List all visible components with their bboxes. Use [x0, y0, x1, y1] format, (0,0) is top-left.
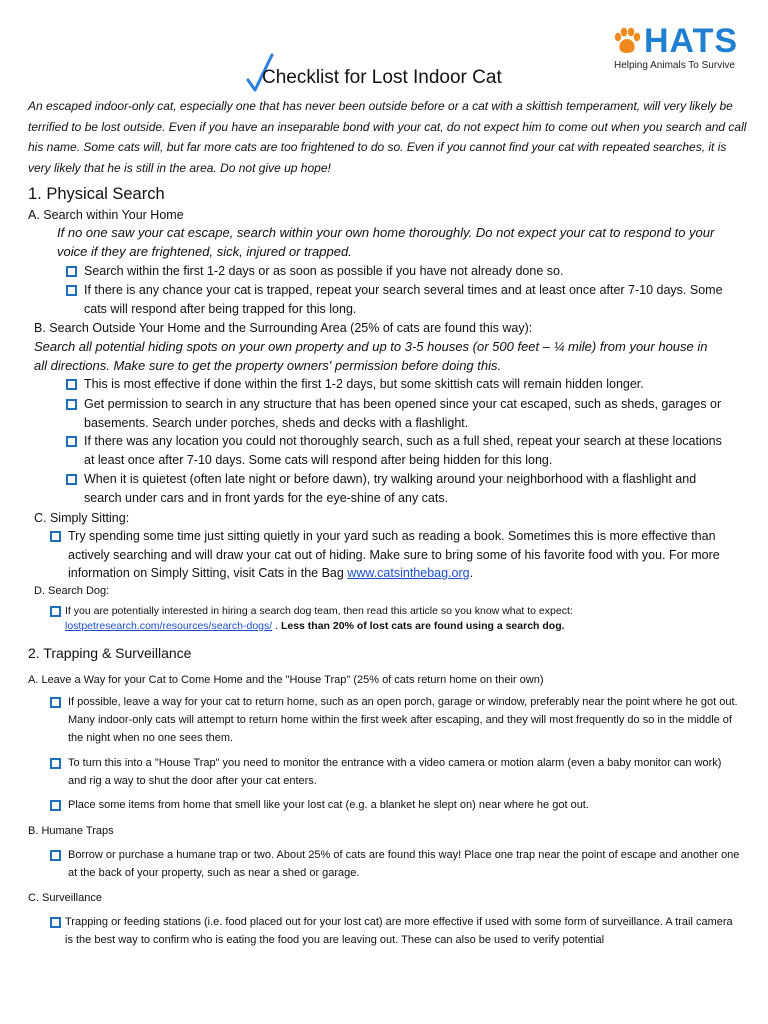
trapping-c-heading: C. Surveillance — [28, 892, 102, 904]
checkbox[interactable] — [66, 266, 77, 277]
checklist-item-text: Borrow or purchase a humane trap or two. About 25% of cats are found this way! Place one trap near the point of escape and another one at the back of your property, such as near a shed or garage. — [68, 849, 740, 879]
search-dog-separator: . — [272, 620, 281, 632]
subsection-a-heading: A. Search within Your Home — [28, 208, 184, 222]
checklist-item-text — [68, 527, 730, 583]
checklist-item-text: If possible, leave a way for your cat to return home, such as an open porch, garage or window, preferably near the point where he got out. Many indoor-only cats will attempt to return home within the first week after escaping, and they will most frequently do so in the middle of the night when no one sees them. — [68, 696, 738, 744]
checkbox[interactable] — [50, 800, 61, 811]
checklist-item-text: Get permission to search in any structure that has been opened since your cat escaped, such as sheds, garages or basements. Search under porches, sheds and decks with a flashlight. — [84, 397, 722, 430]
simply-sitting-text: Try spending some time just sitting quietly in your yard such as reading a book. Sometimes this is more effective than actively searching and will draw your cat out of hiding. Make sure to bring some of his favorite food with you. For more information on Simply Sitting, visit Cats in the Bag — [68, 529, 720, 580]
logo-name: HATS — [644, 22, 739, 60]
search-dog-stat: Less than 20% of lost cats are found using a search dog. — [280, 620, 565, 632]
search-dogs-link[interactable]: lostpetresearch.com/resources/search-dogs/ — [65, 620, 273, 632]
paw-icon — [612, 26, 642, 56]
checklist-item-text: This is most effective if done within the first 1-2 days, but some skittish cats will remain hidden longer. — [84, 377, 644, 391]
trapping-a-heading: A. Leave a Way for your Cat to Come Home and the "House Trap" (25% of cats return home on their own) — [28, 674, 544, 686]
checklist-item — [50, 693, 740, 747]
checklist-item — [66, 375, 726, 394]
checklist-item-text: To turn this into a "House Trap" you need to monitor the entrance with a video camera or motion alarm (even a baby monitor can work) and rig a way to shut the door after your cat enters. — [68, 757, 722, 787]
checkbox[interactable] — [66, 474, 77, 485]
checkbox[interactable] — [50, 917, 61, 928]
subsection-c-heading: C. Simply Sitting: — [34, 511, 130, 525]
checklist-item-text: Search within the first 1-2 days or as soon as possible if you have not already done so. — [84, 264, 564, 278]
hats-logo — [612, 24, 752, 76]
checkbox[interactable] — [50, 531, 61, 542]
checklist-item — [66, 281, 726, 318]
checkbox[interactable] — [50, 697, 61, 708]
checklist-item-text: When it is quietest (often late night or before dawn), try walking around your neighborhood with a flashlight and search under cars and in front yards for the eye-shine of any cats. — [84, 472, 697, 505]
subsection-b-heading: B. Search Outside Your Home and the Surrounding Area (25% of cats are found this way): — [34, 321, 533, 335]
checklist-item-text: Place some items from home that smell like your lost cat (e.g. a blanket he slept on) near where he got out. — [68, 799, 589, 811]
checkbox[interactable] — [66, 379, 77, 390]
trapping-b-heading: B. Humane Traps — [28, 825, 114, 837]
checklist-item-text — [65, 604, 573, 634]
logo-tagline: Helping Animals To Survive — [614, 60, 735, 71]
checklist-item — [66, 470, 726, 507]
checkbox[interactable] — [50, 606, 61, 617]
checklist-item — [50, 754, 740, 790]
checklist-item — [66, 432, 726, 469]
checklist-item-text: If there is any chance your cat is trapped, repeat your search several times and at least once after 7-10 days. Some cats will respond after being trapped for this long. — [84, 283, 723, 316]
checkbox[interactable] — [66, 285, 77, 296]
page-title: Checklist for Lost Indoor Cat — [262, 67, 502, 88]
checklist-item — [50, 846, 740, 882]
section-trapping-heading: 2. Trapping & Surveillance — [28, 645, 192, 661]
catsinthebag-link[interactable]: www.catsinthebag.org — [347, 566, 470, 580]
checklist-item-text: If there was any location you could not thoroughly search, such as a full shed, repeat your search at these locations at least once after 7-10 days. Some cats will respond after being hidden for this long. — [84, 434, 722, 467]
checklist-item-text: Trapping or feeding stations (i.e. food placed out for your lost cat) are more effective if used with some form of surveillance. A trail camera is the best way to confirm who is eating the food you are leaving out. These can also be used to verify potential — [65, 916, 733, 946]
subsection-a-note: If no one saw your cat escape, search within your own home thoroughly. Do not expect your cat to respond to your voice if they are frightened, sick, injured or trapped. — [57, 225, 715, 259]
checklist-item — [50, 913, 740, 949]
checklist-item — [66, 262, 726, 281]
checklist-item — [50, 796, 740, 814]
checkbox[interactable] — [66, 399, 77, 410]
checkbox[interactable] — [50, 758, 61, 769]
section-physical-search-heading: 1. Physical Search — [28, 185, 165, 203]
search-dog-text: If you are potentially interested in hiring a search dog team, then read this article so you know what to expect: — [65, 605, 573, 617]
checkbox[interactable] — [50, 850, 61, 861]
intro-paragraph: An escaped indoor-only cat, especially one that has never been outside before or a cat with a skittish temperament, will very likely be terrified to be lost outside. Even if you have an inseparable bond with your cat, do not expect him to come out when you search and call his name. Some cats will, but far more cats are too frightened to do so. Even if you cannot find your cat with repeated searches, it is very likely that he is still in the area. Do not give up hope! — [28, 99, 747, 175]
simply-sitting-end: . — [469, 566, 474, 580]
checkbox[interactable] — [66, 436, 77, 447]
checklist-item — [50, 604, 740, 634]
subsection-d-heading: D. Search Dog: — [34, 585, 110, 597]
checklist-item — [50, 527, 730, 583]
checklist-item — [66, 395, 726, 432]
subsection-b-note: Search all potential hiding spots on your own property and up to 3-5 houses (or 500 feet – ¼ mile) from your house in all directions. Make sure to get the property owners' permission before doing this. — [34, 339, 708, 373]
